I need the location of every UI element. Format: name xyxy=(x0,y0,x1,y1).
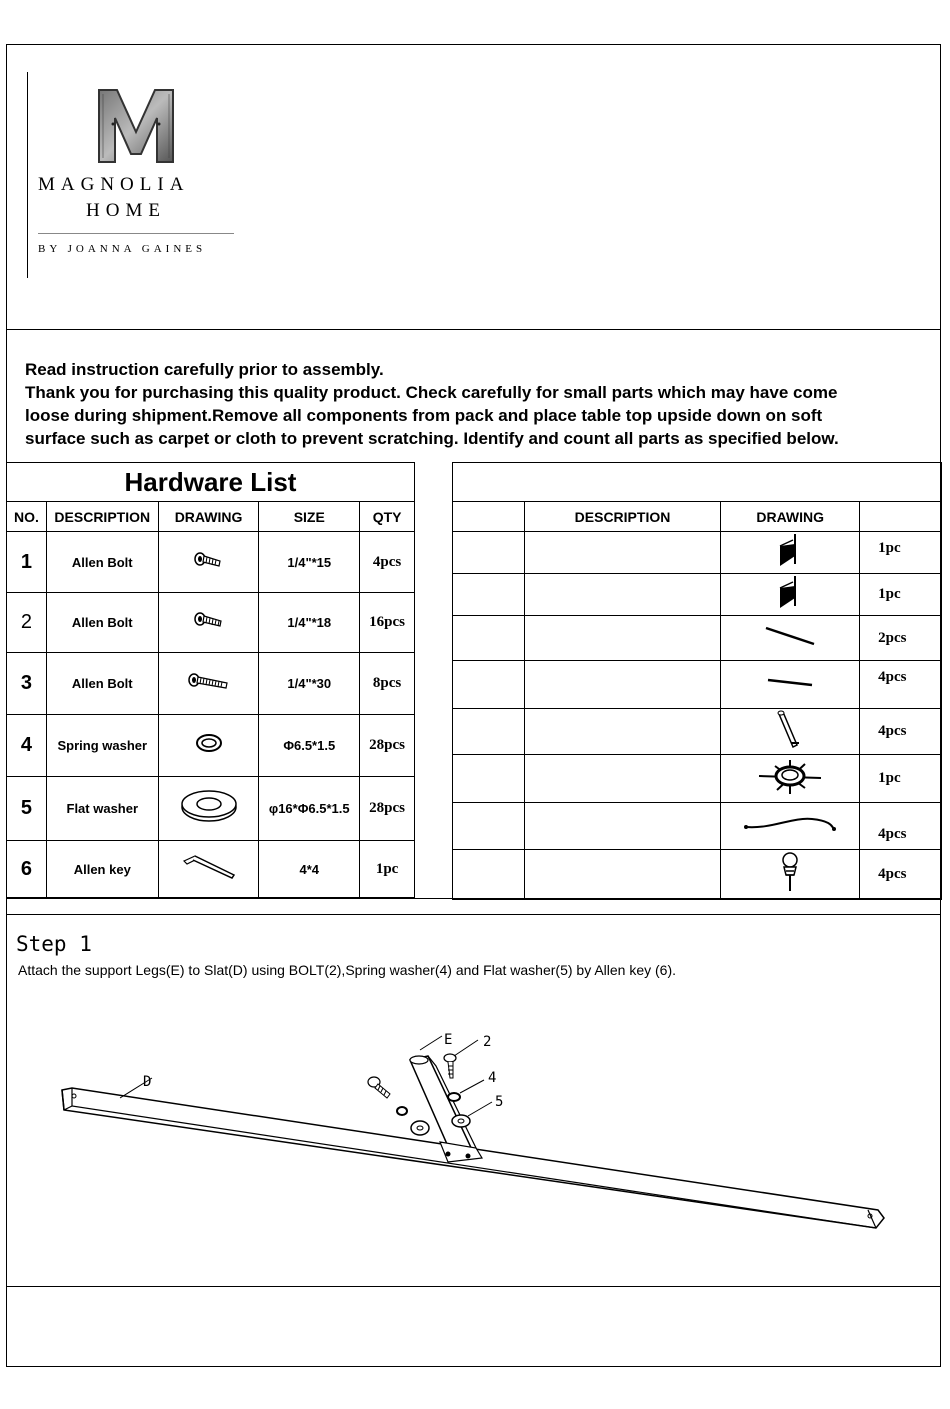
row-description: Allen Bolt xyxy=(46,593,158,653)
row-number: 4 xyxy=(7,715,47,777)
left-bracket-icon xyxy=(721,532,860,574)
row-description: Allen Bolt xyxy=(46,653,158,715)
glide-knob-icon xyxy=(721,850,860,900)
row-qty: 1pc xyxy=(360,841,415,898)
header-description: DESCRIPTION xyxy=(46,502,158,532)
bolt-illustration xyxy=(444,1054,456,1078)
brand-underline xyxy=(38,233,234,234)
cable-icon xyxy=(721,803,860,850)
table-row xyxy=(7,715,415,777)
row-description: Spring washer xyxy=(46,715,158,777)
short-bolt-icon xyxy=(158,532,259,593)
table-row xyxy=(453,709,942,755)
row-qty: 4pcs xyxy=(860,661,942,709)
intro-line: surface such as carpet or cloth to prevent scratching. Identify and count all parts as specified below. xyxy=(25,429,839,448)
header-no: NO. xyxy=(7,502,47,532)
header-divider xyxy=(6,329,941,330)
row-description: Flat washer xyxy=(46,777,158,841)
parts-header-description: DESCRIPTION xyxy=(524,502,721,532)
table-row xyxy=(7,777,415,841)
row-qty: 1pc xyxy=(860,532,942,574)
row-size: 1/4"*30 xyxy=(259,653,360,715)
brand-name-line2: HOME xyxy=(86,200,166,221)
intro-line: Read instruction carefully prior to assembly. xyxy=(25,360,384,379)
intro-text xyxy=(25,358,935,450)
table-row xyxy=(7,532,415,593)
short-bolt-icon xyxy=(158,593,259,653)
right-bracket-icon xyxy=(721,574,860,616)
row-size: φ16*Φ6.5*1.5 xyxy=(259,777,360,841)
parts-table xyxy=(452,462,942,900)
row-description: Allen Bolt xyxy=(46,532,158,593)
row-qty: 1pc xyxy=(860,574,942,616)
row-description: Allen key xyxy=(46,841,158,898)
short-rod-icon xyxy=(721,661,860,709)
step-title: Step 1 xyxy=(16,932,92,956)
intro-line: loose during shipment.Remove all components from pack and place table top upside down on soft xyxy=(25,406,823,425)
row-qty: 28pcs xyxy=(360,777,415,841)
brand-logo-icon xyxy=(95,84,177,166)
table-row xyxy=(453,661,942,709)
row-size: 1/4"*18 xyxy=(259,593,360,653)
logo-rule xyxy=(27,72,28,278)
row-number: 3 xyxy=(7,653,47,715)
intro-line: Thank you for purchasing this quality product. Check carefully for small parts which may have come xyxy=(25,383,838,402)
label-leg: E xyxy=(444,1032,453,1048)
row-number: 2 xyxy=(7,593,47,653)
parts-title xyxy=(453,463,942,502)
table-row xyxy=(7,841,415,898)
center-hub-icon xyxy=(721,755,860,803)
row-size: 1/4"*15 xyxy=(259,532,360,593)
table-row xyxy=(7,593,415,653)
spring-washer-icon xyxy=(158,715,259,777)
parts-header-blank xyxy=(453,502,525,532)
allen-key-icon xyxy=(158,841,259,898)
table-row xyxy=(453,755,942,803)
header-size: SIZE xyxy=(259,502,360,532)
parts-header-drawing: DRAWING xyxy=(721,502,860,532)
row-qty: 1pc xyxy=(860,755,942,803)
table-row xyxy=(453,574,942,616)
row-qty: 16pcs xyxy=(360,593,415,653)
row-size: Φ6.5*1.5 xyxy=(259,715,360,777)
footer-divider xyxy=(6,1286,941,1287)
row-number: 1 xyxy=(7,532,47,593)
table-row xyxy=(453,616,942,661)
table-row xyxy=(453,532,942,574)
brand-byline: BY JOANNA GAINES xyxy=(38,243,207,255)
step-divider xyxy=(6,914,941,915)
hardware-table xyxy=(6,462,415,898)
long-rod-icon xyxy=(721,616,860,661)
row-size: 4*4 xyxy=(259,841,360,898)
label-flat-washer: 5 xyxy=(495,1094,504,1110)
table-row xyxy=(453,803,942,850)
row-qty: 2pcs xyxy=(860,616,942,661)
step1-diagram xyxy=(50,1020,900,1250)
row-qty: 4pcs xyxy=(860,803,942,850)
leg-icon xyxy=(721,709,860,755)
step-instructions: Attach the support Legs(E) to Slat(D) using BOLT(2),Spring washer(4) and Flat washer(5) by Allen key (6). xyxy=(18,962,677,978)
left-bolt-illustration xyxy=(368,1077,429,1135)
long-bolt-icon xyxy=(158,653,259,715)
hardware-title: Hardware List xyxy=(7,463,415,502)
label-slat: D xyxy=(143,1074,152,1090)
row-qty: 4pcs xyxy=(860,709,942,755)
row-number: 5 xyxy=(7,777,47,841)
header-qty: QTY xyxy=(360,502,415,532)
row-qty: 8pcs xyxy=(360,653,415,715)
label-bolt: 2 xyxy=(483,1034,492,1050)
row-number: 6 xyxy=(7,841,47,898)
table-row xyxy=(7,653,415,715)
flat-washer-icon xyxy=(158,777,259,841)
row-qty: 28pcs xyxy=(360,715,415,777)
table-row xyxy=(453,850,942,900)
header-drawing: DRAWING xyxy=(158,502,259,532)
row-qty: 4pcs xyxy=(860,850,942,900)
parts-header-qty xyxy=(860,502,942,532)
brand-name-line1: MAGNOLIA xyxy=(38,174,190,195)
row-qty: 4pcs xyxy=(360,532,415,593)
label-spring-washer: 4 xyxy=(488,1070,497,1086)
